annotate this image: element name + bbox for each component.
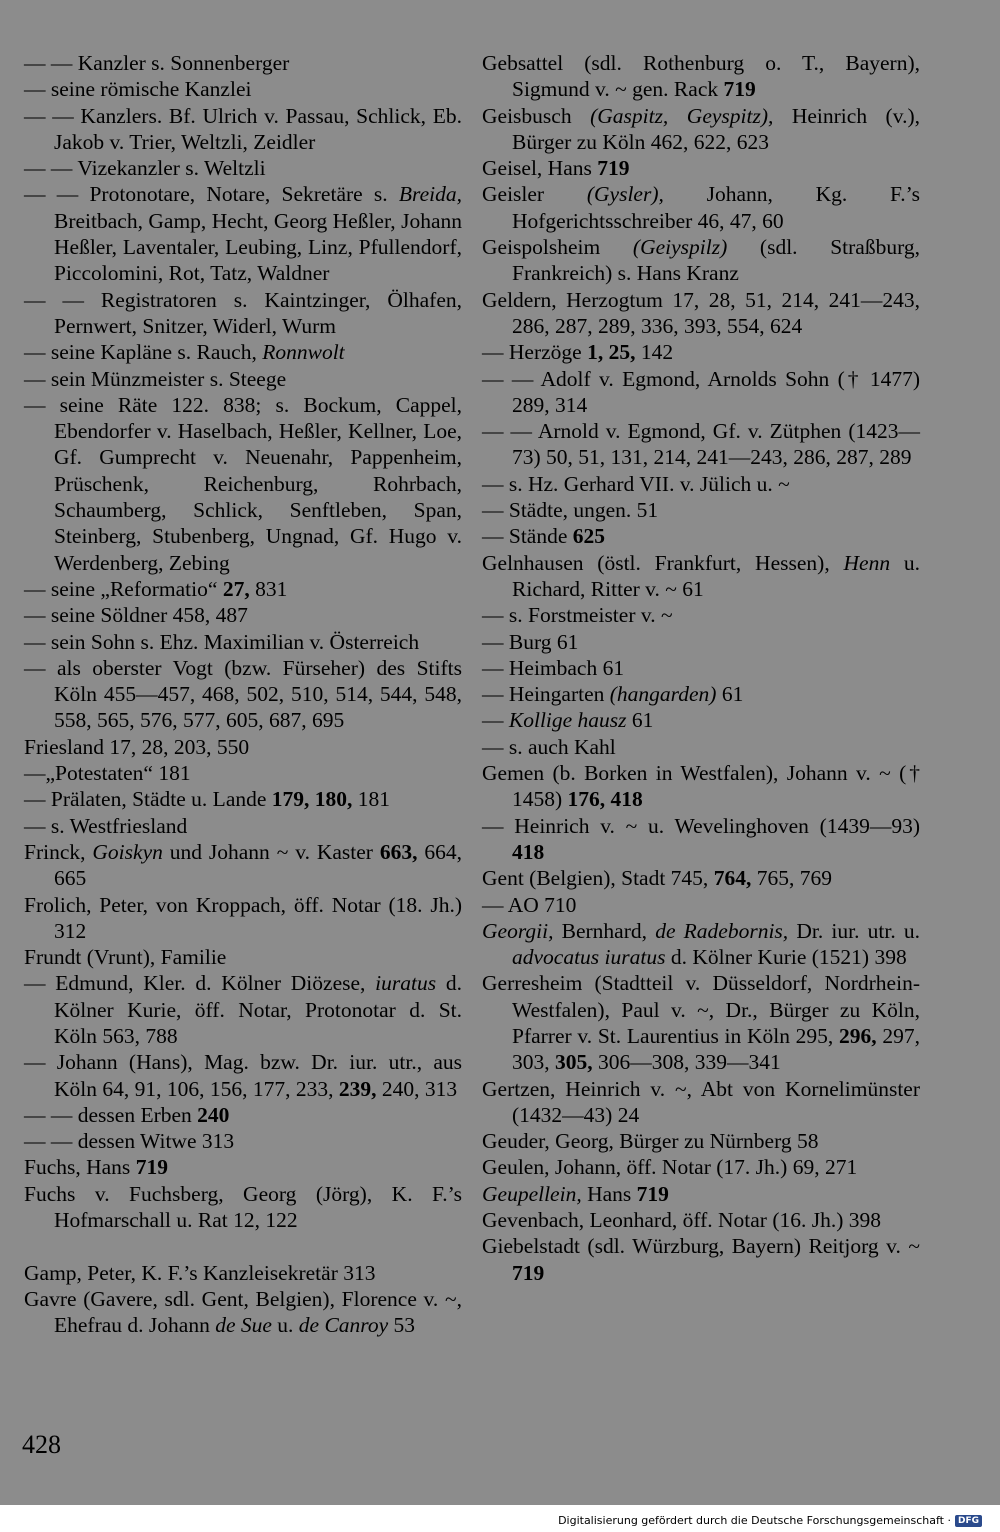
index-entry xyxy=(482,707,920,733)
left-column xyxy=(24,50,468,1339)
index-entry xyxy=(482,1207,920,1233)
entry-text: Fuchs, Hans xyxy=(24,1155,136,1180)
entry-text: 719 xyxy=(636,1181,669,1206)
entry-text: — Herzöge xyxy=(482,340,588,365)
entry-text: — Heimbach 61 xyxy=(482,655,625,680)
entry-text: — seine Söldner 458, 487 xyxy=(24,603,248,628)
entry-text: Frolich, Peter, von Kroppach, öff. Notar (18. Jh.) 312 xyxy=(24,892,468,943)
entry-text: — sein Sohn s. Ehz. Maximilian v. Österreich xyxy=(24,629,420,654)
entry-text: Gebsattel (sdl. Rothenburg o. T., Bayern), Sigmund v. ~ gen. Rack xyxy=(482,51,926,102)
entry-text: Geuder, Georg, Bürger zu Nürnberg 58 xyxy=(482,1129,819,1154)
entry-text: 719 xyxy=(512,1260,545,1285)
entry-text: 176, 418 xyxy=(567,787,643,812)
entry-text: Gerresheim (Stadtteil v. Düsseldorf, Nordrhein-Westfalen), Paul v. ~, Dr., Bürger zu Köln, Pfarrer v. St. Laurentius in Köln 295, xyxy=(482,971,926,1048)
entry-text: 142 xyxy=(635,340,674,365)
entry-text: de Canroy xyxy=(298,1313,389,1338)
entry-text: — — Adolf v. Egmond, Arnolds Sohn († 1477) 289, 314 xyxy=(482,366,926,417)
entry-text: 719 xyxy=(723,77,756,102)
index-entry xyxy=(482,892,920,918)
entry-text: 306—308, 339—341 xyxy=(592,1050,781,1075)
entry-text: — Stände xyxy=(482,524,573,549)
entry-text: — Edmund, Kler. d. Kölner Diözese, xyxy=(24,971,376,996)
index-entry xyxy=(482,471,920,497)
entry-text: — — Registratoren s. Kaintzinger, Ölhafen, Pernwert, Snitzer, Widerl, Wurm xyxy=(24,287,468,338)
entry-text: Gevenbach, Leonhard, öff. Notar (16. Jh.) 398 xyxy=(482,1208,882,1233)
index-entry xyxy=(24,1049,468,1102)
index-entry xyxy=(24,1128,462,1154)
entry-text: 765, 769 xyxy=(751,866,832,891)
index-entry xyxy=(482,366,926,419)
entry-text: — — Kanzlers. Bf. Ulrich v. Passau, Schlick, Eb. Jakob v. Trier, Weltzli, Zeidler xyxy=(24,103,468,154)
entry-text: — als oberster Vogt (bzw. Fürseher) des Stifts Köln 455—457, 468, 502, 510, 514, 544, 548, 558, 565, 576, 577, 605, 687, 695 xyxy=(24,655,468,733)
index-entry xyxy=(24,602,462,628)
entry-text: — — Arnold v. Egmond, Gf. v. Zütphen (1423—73) 50, 51, 131, 214, 241—243, 286, 287, 289 xyxy=(482,419,920,470)
entry-text: Fuchs v. Fuchsberg, Georg (Jörg), K. F.’s Hofmarschall u. Rat 12, 122 xyxy=(24,1181,468,1233)
entry-text: — Johann (Hans), Mag. bzw. Dr. iur. utr., aus Köln 64, 91, 106, 156, 177, 233, xyxy=(24,1050,468,1101)
entry-text: (Geiyspilz) xyxy=(632,235,728,260)
index-entry xyxy=(482,523,920,549)
entry-text: — seine Räte 122. 838; s. Bockum, Cappel, Ebendorfer v. Haselbach, Heßler, Kellner, Loe, Gf. Gumprecht v. Neuenahr, Pappenheim, Prüschenk, Reichenburg, Rohrbach, Schaumberg, Schlick, Senftleben, Span, Steinberg, Stubenberg, Ungnad, Gf. Hugo v. Werdenberg, Zebing xyxy=(24,392,468,575)
entry-text: Gavre (Gavere, sdl. Gent, Belgien), Florence v. ~, Ehefrau d. Johann xyxy=(24,1286,468,1338)
entry-text: — — Kanzler s. Sonnenberger xyxy=(24,51,290,75)
entry-text: Frundt (Vrunt), Familie xyxy=(24,945,227,970)
entry-text: Heinrich (v.), Bürger zu Köln 462, 622, 623 xyxy=(512,103,926,154)
entry-text: Kollige hausz xyxy=(508,708,627,733)
index-entry xyxy=(482,103,926,156)
index-entry xyxy=(482,1154,920,1180)
entry-text: 663, xyxy=(379,839,418,864)
index-entry xyxy=(482,918,926,971)
entry-text: 240, 313 xyxy=(376,1076,458,1101)
entry-text: Henn xyxy=(843,550,891,575)
index-entry xyxy=(482,418,920,471)
index-entry xyxy=(482,1181,920,1207)
entry-text: d. Kölner Kurie, öff. Notar, Protonotar d. St. Köln 563, 788 xyxy=(54,971,468,1048)
index-entry xyxy=(482,681,920,707)
entry-text: Friesland 17, 28, 203, 550 xyxy=(24,734,250,759)
entry-text: Giebelstadt (sdl. Würzburg, Bayern) Reitjorg v. ~ xyxy=(482,1234,926,1259)
entry-text: — seine Kapläne s. Rauch, xyxy=(24,340,263,365)
index-entry xyxy=(24,76,462,102)
index-entry xyxy=(24,181,468,286)
entry-text: — — Vizekanzler s. Weltzli xyxy=(24,156,266,181)
entry-text: 719 xyxy=(597,156,630,181)
entry-text: u. xyxy=(271,1313,299,1338)
entry-text: Geldern, Herzogtum 17, 28, 51, 214, 241—243, 286, 287, 289, 336, 393, 554, 624 xyxy=(482,287,926,338)
entry-text: — s. Westfriesland xyxy=(24,813,188,838)
index-entry xyxy=(24,786,462,812)
entry-text: Breida, xyxy=(398,182,462,207)
entry-text: Breitbach, Gamp, Hecht, Georg Heßler, Johann Heßler, Laventaler, Leubing, Linz, Pfullendorf, Piccolomini, Rot, Tatz, Waldner xyxy=(54,182,468,286)
entry-text: Bernhard, xyxy=(553,918,656,943)
entry-text: — sein Münzmeister s. Steege xyxy=(24,366,287,391)
entry-text: Hans xyxy=(581,1181,637,1206)
index-entry xyxy=(24,1154,462,1180)
entry-text: 181 xyxy=(352,787,391,812)
entry-text: advocatus iuratus xyxy=(512,945,666,970)
entry-text: (Gaspitz, Geyspitz), xyxy=(590,103,774,128)
entry-text: — xyxy=(482,708,509,733)
entry-text: 719 xyxy=(135,1155,168,1180)
entry-text: — Städte, ungen. 51 xyxy=(482,498,659,523)
entry-text: 27, xyxy=(222,576,250,601)
index-entry xyxy=(24,892,468,945)
index-entry xyxy=(482,287,926,340)
entry-text: 764, xyxy=(713,866,752,891)
entry-text: — Heinrich v. ~ u. Wevelinghoven (1439—93) xyxy=(482,813,926,838)
entry-text: Geisler xyxy=(482,182,587,207)
entry-text: (hangarden) xyxy=(609,682,717,707)
entry-text: — s. auch Kahl xyxy=(482,734,616,759)
entry-text: de Sue xyxy=(215,1313,272,1338)
footer-text: Digitalisierung gefördert durch die Deutsche Forschungsgemeinschaft · xyxy=(558,1514,951,1527)
index-entry xyxy=(482,50,926,103)
entry-text: — Heingarten xyxy=(482,682,610,707)
entry-text: 61 xyxy=(626,708,654,733)
index-entry xyxy=(24,970,468,1049)
entry-text: —„Potestaten“ 181 xyxy=(24,761,191,786)
entry-spacer xyxy=(24,1233,462,1259)
entry-text: — — dessen Erben xyxy=(24,1102,198,1127)
entry-text: (Gysler), xyxy=(586,182,664,207)
entry-text: 53 xyxy=(388,1313,416,1338)
index-entry xyxy=(482,550,926,603)
entry-text: — — dessen Witwe 313 xyxy=(24,1129,235,1154)
index-entry xyxy=(24,655,468,734)
index-entry xyxy=(24,103,468,156)
index-entry xyxy=(482,970,926,1075)
entry-text: 831 xyxy=(249,576,288,601)
entry-text: 61 xyxy=(716,682,744,707)
entry-text: Gemen (b. Borken in Westfalen), Johann v. ~ († 1458) xyxy=(482,761,926,812)
entry-text: Goiskyn xyxy=(92,839,163,864)
entry-text: Geupellein, xyxy=(482,1181,582,1206)
entry-text: — Prälaten, Städte u. Lande xyxy=(24,787,272,812)
index-entry xyxy=(482,181,926,234)
index-entry xyxy=(24,813,462,839)
entry-text: de Radebornis, xyxy=(655,918,789,943)
entry-text: Dr. iur. utr. u. xyxy=(788,918,926,943)
index-entry xyxy=(482,497,920,523)
entry-text: — Burg 61 xyxy=(482,629,579,654)
index-entry xyxy=(24,50,462,76)
entry-text: 240 xyxy=(197,1102,230,1127)
entry-text: — s. Hz. Gerhard VII. v. Jülich u. ~ xyxy=(482,471,790,496)
entry-text: 664, 665 xyxy=(54,839,468,891)
entry-text: Geulen, Johann, öff. Notar (17. Jh.) 69, 271 xyxy=(482,1155,858,1180)
entry-text: Frinck, xyxy=(24,839,93,864)
entry-text: — seine „Reformatio“ xyxy=(24,576,223,601)
entry-text: iuratus xyxy=(375,971,437,996)
index-entry xyxy=(482,1128,920,1154)
index-entry xyxy=(24,760,462,786)
index-entry xyxy=(482,629,920,655)
entry-text: — AO 710 xyxy=(482,892,577,917)
index-entry xyxy=(482,602,920,628)
page-number: 428 xyxy=(22,1430,61,1459)
index-entry xyxy=(482,813,926,866)
index-entry xyxy=(482,1233,926,1286)
entry-text: Ronnwolt xyxy=(262,340,345,365)
entry-text: Geisbusch xyxy=(482,103,591,128)
entry-text: — s. Forstmeister v. ~ xyxy=(482,603,673,628)
entry-text: und Johann ~ v. Kaster xyxy=(162,839,380,864)
index-entry xyxy=(482,339,920,365)
index-entry xyxy=(24,1260,462,1286)
index-entry xyxy=(24,155,462,181)
dfg-logo: DFG xyxy=(955,1515,982,1527)
entry-text: 1, 25, xyxy=(587,340,636,365)
entry-text: 418 xyxy=(512,839,545,864)
entry-text: 296, xyxy=(839,1023,877,1048)
index-entry xyxy=(24,839,468,892)
entry-text: 625 xyxy=(572,524,606,549)
entry-text: Gamp, Peter, K. F.’s Kanzleisekretär 313 xyxy=(24,1260,376,1285)
index-entry xyxy=(24,392,468,576)
entry-text: — — Protonotare, Notare, Sekretäre s. xyxy=(24,182,399,207)
index-entry xyxy=(24,576,462,602)
index-entry xyxy=(482,865,920,891)
entry-text: 297, 303, xyxy=(512,1023,926,1075)
index-entry xyxy=(482,1076,926,1129)
index-entry xyxy=(482,155,920,181)
entry-text: Gent (Belgien), Stadt 745, xyxy=(482,866,714,891)
footer xyxy=(558,1514,982,1527)
index-entry xyxy=(482,655,920,681)
entry-text: — seine römische Kanzlei xyxy=(24,77,252,102)
entry-text: 239, xyxy=(338,1076,377,1101)
index-entry xyxy=(482,760,926,813)
entry-text: 305, xyxy=(555,1050,593,1075)
index-entry xyxy=(24,944,462,970)
index-entry xyxy=(24,1181,468,1234)
entry-text: d. Kölner Kurie (1521) 398 xyxy=(665,945,907,970)
index-entry xyxy=(24,1286,468,1339)
index-entry xyxy=(482,234,926,287)
index-entry xyxy=(24,734,462,760)
right-column xyxy=(482,50,926,1286)
entry-text: Georgii, xyxy=(482,918,554,943)
entry-text: Gelnhausen (östl. Frankfurt, Hessen), xyxy=(482,550,844,575)
entry-text: Geisel, Hans xyxy=(482,156,598,181)
index-entry xyxy=(482,734,920,760)
entry-text: (sdl. Straßburg, Frankreich) s. Hans Kranz xyxy=(512,235,926,286)
index-entry xyxy=(24,287,468,340)
entry-text: u. Richard, Ritter v. ~ 61 xyxy=(512,550,926,601)
entry-text: Gertzen, Heinrich v. ~, Abt von Kornelimünster (1432—43) 24 xyxy=(482,1076,926,1127)
entry-text: Geispolsheim xyxy=(482,235,633,260)
index-entry xyxy=(24,629,462,655)
index-entry xyxy=(24,366,462,392)
index-entry xyxy=(24,1102,462,1128)
entry-text: Johann, Kg. F.’s Hofgerichtsschreiber 46, 47, 60 xyxy=(512,182,926,233)
entry-text: 179, 180, xyxy=(271,787,353,812)
index-entry xyxy=(24,339,462,365)
